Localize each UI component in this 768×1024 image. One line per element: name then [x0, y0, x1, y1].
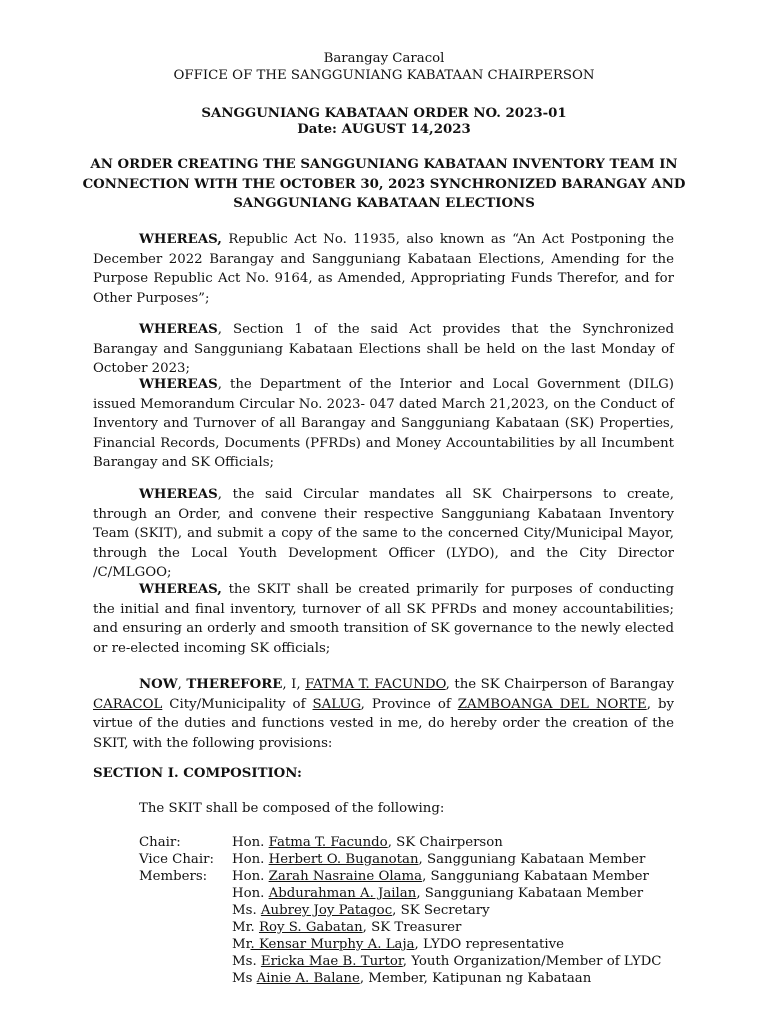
- whereas-lead: WHEREAS,: [139, 232, 222, 247]
- whereas-text: , Section 1 of the said Act provides that the Synchronized Barangay and Sangguniang Kabataan Elections shall be held on the last Monday of October 2023;: [93, 322, 674, 376]
- member-row: [139, 970, 591, 987]
- member-title: Ms.: [232, 954, 261, 969]
- whereas-lead: WHEREAS: [139, 487, 218, 502]
- member-row: [139, 851, 645, 868]
- member-title: Ms.: [232, 903, 261, 918]
- member-row: [139, 868, 649, 885]
- member-name: Roy S. Gabatan: [258, 920, 363, 935]
- member-position: , Member, Katipunan ng Kabataan: [359, 971, 592, 986]
- member-position: , Sangguniang Kabataan Member: [418, 852, 646, 867]
- office-name: OFFICE OF THE SANGGUNIANG KABATAAN CHAIRPERSON: [173, 68, 595, 83]
- member-name: . Kensar Murphy A. Laja: [250, 937, 415, 952]
- whereas-clause-4: [93, 485, 674, 583]
- member-name: Fatma T. Facundo: [268, 835, 388, 850]
- member-row: [139, 936, 564, 953]
- whereas-text: the SKIT shall be created primarily for purposes of conducting the initial and final inventory, turnover of all SK PFRDs and money accountabilities; and ensuring an orderly and smooth transition of SK governance to the newly elected or re-elected incoming SK officials;: [93, 582, 674, 656]
- member-name: Abdurahman A. Jailan: [268, 886, 417, 901]
- member-position: , Youth Organization/Member of LYDC: [402, 954, 662, 969]
- member-position: , SK Chairperson: [387, 835, 503, 850]
- member-position: , SK Treasurer: [362, 920, 462, 935]
- whereas-text: , the said Circular mandates all SK Chairpersons to create, through an Order, and convene their respective Sangguniang Kabataan Inventory Team (SKIT), and submit a copy of the same to the concerned City/Municipal Mayor, through the Local Youth Development Officer (LYDO), and the City Director /C/MLGOO;: [93, 487, 674, 580]
- text-fragment: City/Municipality of: [162, 696, 313, 712]
- whereas-lead: WHEREAS: [139, 322, 218, 337]
- whereas-clause-3: [93, 375, 674, 473]
- section-heading: SECTION I. COMPOSITION:: [93, 766, 302, 781]
- text-fragment: , the SK Chairperson of Barangay: [445, 677, 674, 692]
- member-position: , SK Secretary: [392, 903, 490, 918]
- whereas-clause-1: [93, 230, 674, 308]
- city-name: SALUG: [312, 696, 361, 712]
- now-therefore-clause: [93, 675, 674, 753]
- member-title: Hon.: [232, 852, 269, 867]
- now-keyword: NOW: [139, 677, 178, 692]
- member-position: , Sangguniang Kabataan Member: [416, 886, 644, 901]
- member-row: [139, 902, 490, 919]
- member-name: Herbert O. Buganotan: [268, 852, 419, 867]
- member-title: Hon.: [232, 886, 269, 901]
- barangay-name: Barangay Caracol: [323, 51, 445, 66]
- therefore-keyword: THEREFORE: [186, 677, 283, 692]
- member-name: Ainie A. Balane: [256, 971, 360, 986]
- section-intro: The SKIT shall be composed of the following:: [139, 801, 445, 816]
- text-fragment: , by virtue of the duties and functions vested in me, do hereby order the creation of the SKIT, with the following provisions:: [93, 696, 674, 751]
- member-row: [139, 953, 661, 970]
- whereas-lead: WHEREAS: [139, 377, 218, 392]
- whereas-clause-2: [93, 320, 674, 379]
- member-title: Ms: [232, 971, 257, 986]
- whereas-text: Republic Act No. 11935, also known as “An Act Postponing the December 2022 Barangay and Sangguniang Kabataan Elections, Amending for the Purpose Republic Act No. 9164, as Amended, Appropriating Funds Therefor, and for Other Purposes”;: [93, 232, 674, 306]
- order-title-line-2: CONNECTION WITH THE OCTOBER 30, 2023 SYNCHRONIZED BARANGAY AND: [82, 177, 686, 192]
- member-row: [139, 885, 643, 902]
- barangay-name-underlined: CARACOL: [93, 696, 163, 712]
- order-title-line-1: AN ORDER CREATING THE SANGGUNIANG KABATAAN INVENTORY TEAM IN: [90, 157, 678, 172]
- member-row: [139, 834, 503, 851]
- province-name: ZAMBOANGA DEL NORTE: [457, 696, 647, 712]
- whereas-lead: WHEREAS,: [139, 582, 222, 597]
- order-date: Date: AUGUST 14,2023: [297, 122, 471, 137]
- member-name: Aubrey Joy Patagoc: [260, 903, 393, 918]
- whereas-clause-5: [93, 580, 674, 658]
- member-row: [139, 919, 461, 936]
- member-title: Mr: [232, 937, 251, 952]
- text-fragment: , Province of: [360, 696, 458, 712]
- member-title: Hon.: [232, 869, 269, 884]
- chairperson-name: FATMA T. FACUNDO: [305, 677, 446, 692]
- member-position: , LYDO representative: [414, 937, 564, 952]
- member-role: Vice Chair:: [139, 852, 214, 867]
- member-role: Chair:: [139, 835, 181, 850]
- member-title: Mr.: [232, 920, 259, 935]
- member-title: Hon.: [232, 835, 269, 850]
- order-number: SANGGUNIANG KABATAAN ORDER NO. 2023-01: [201, 106, 567, 121]
- member-name: Zarah Nasraine Olama: [268, 869, 423, 884]
- order-title-line-3: SANGGUNIANG KABATAAN ELECTIONS: [233, 196, 535, 211]
- text-fragment: ,: [177, 677, 187, 692]
- member-role: Members:: [139, 869, 208, 884]
- member-name: Ericka Mae B. Turtor: [260, 954, 403, 969]
- text-fragment: , I,: [282, 677, 306, 692]
- whereas-text: , the Department of the Interior and Local Government (DILG) issued Memorandum Circular No. 2023- 047 dated March 21,2023, on the Conduct of Inventory and Turnover of all Barangay and Sangguniang Kabataan (SK) Properties, Financial Records, Documents (PFRDs) and Money Accountabilities by all Incumbent Barangay and SK Officials;: [93, 377, 674, 470]
- member-position: , Sangguniang Kabataan Member: [422, 869, 649, 884]
